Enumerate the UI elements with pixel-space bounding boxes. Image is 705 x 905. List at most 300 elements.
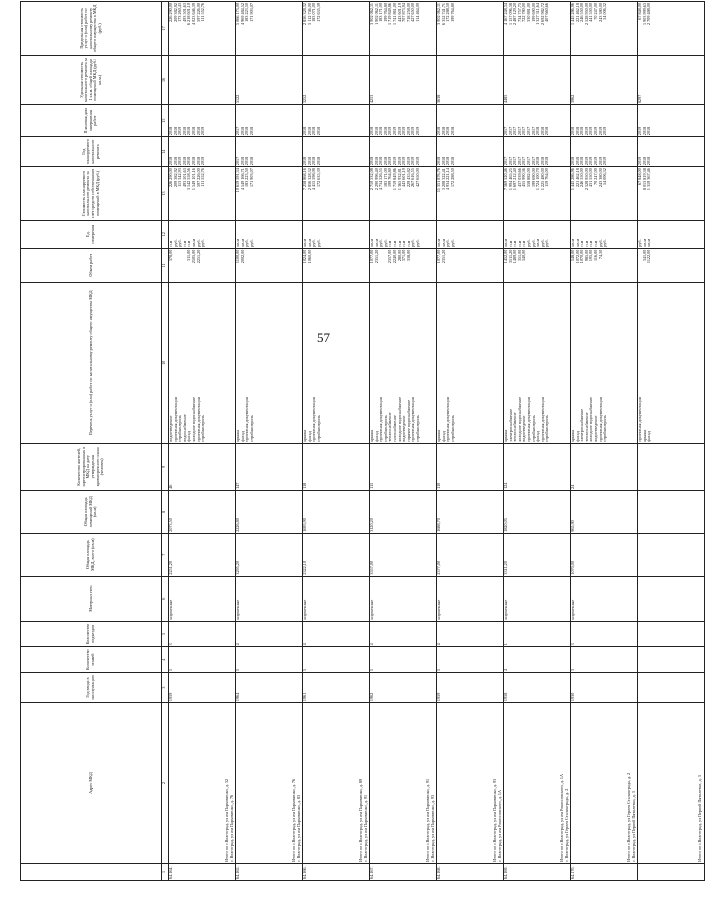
entrances-cell: 3: [169, 621, 236, 647]
limit-cost-cell-line: 199 764,80: [382, 3, 388, 22]
works-cell-line: водоотведение: [168, 415, 173, 442]
limit-cost-cell-line: 4 969 484,52: [239, 3, 245, 25]
unit-cell-line: п.м: [181, 240, 187, 247]
entrances-cell: [638, 621, 705, 647]
works-cell-line: фасад: [239, 431, 245, 442]
repair-year-cell-line: 2019: [597, 156, 603, 166]
repair-plan-table: [20, 1, 705, 881]
limit-cost-cell: [504, 2, 571, 56]
cost-cell-line: 597 226,00: [195, 168, 201, 188]
limit-cost-cell-line: 183 171,00: [378, 3, 384, 22]
repair-year-cell: [571, 137, 638, 167]
works-cell-line: холодное водоснабжение: [516, 396, 522, 442]
unit-cell-line: руб.: [311, 239, 317, 247]
repair-year-cell: [638, 137, 705, 167]
residents-cell: 110: [437, 443, 504, 490]
column-number: 5: [162, 621, 169, 647]
works-cell-line: проектная документация: [244, 397, 250, 442]
address-total-label: Итого по г.Волгоград, ул им Пархоменко, д. 93: [491, 778, 497, 862]
repair-year-cell-line: 2018: [373, 156, 379, 166]
repair-year-cell-line: 2018: [248, 156, 254, 166]
works-cell-line: холодное водоснабжение: [190, 396, 196, 442]
column-number: 17: [162, 2, 169, 56]
works-cell-line: проектная документация: [539, 397, 545, 442]
end-date-cell-line: 2018: [369, 126, 374, 136]
row-number: 64.168.: [437, 863, 504, 880]
unit-cell-line: п.м: [401, 240, 407, 247]
header-works: Перечень услуг и (или) работ по капитальному ремонту общего имущества МКД: [21, 282, 162, 443]
works-cell: [638, 282, 705, 443]
repair-year-cell-line: 2019: [391, 156, 397, 166]
cost-cell-line: 172 635,39: [315, 168, 321, 188]
works-cell-line: фасад: [440, 431, 446, 442]
unit-cell-line: кв.м: [440, 238, 446, 247]
material-cell: кирпичные: [504, 576, 571, 621]
cost-cell-line: 183 171,00: [382, 168, 388, 188]
table-row: [370, 2, 437, 881]
address-cell: [236, 703, 303, 864]
cost-cell-line: 2 710 532,08: [369, 168, 374, 191]
end-date-cell: [571, 105, 638, 137]
limit-cost-cell-line: 1 741 861,00: [391, 3, 397, 25]
limit-cost-cell-line: 1 719 849,86: [387, 3, 393, 25]
repair-year-cell-line: 2018: [440, 156, 446, 166]
end-date-cell-line: 2019: [387, 126, 393, 136]
works-cell-line: стройконтроль: [449, 415, 455, 442]
unit-cell-line: п.м: [512, 240, 518, 247]
cost-cell-line: 1 697 212,40: [512, 168, 518, 191]
residents-cell: 118: [303, 443, 370, 490]
repair-year-cell-line: 2018: [574, 156, 580, 166]
repair-year-cell-line: 2018: [195, 156, 201, 166]
end-date-cell: [638, 105, 705, 137]
unit-cell-line: п.м: [588, 240, 594, 247]
works-cell: [370, 282, 437, 443]
total-area-cell: 1070,00: [571, 533, 638, 576]
volume-cell-line: 1077,00: [369, 249, 374, 264]
cost-cell-line: 431 550,00: [588, 168, 594, 188]
unit-cell-line: руб.: [244, 239, 250, 247]
volume-cell-line: 338,00: [405, 249, 411, 262]
column-number: 16: [162, 55, 169, 104]
cost-cell-line: 1 724 100,70: [535, 168, 541, 191]
material-cell: кирпичные: [236, 576, 303, 621]
material-cell: кирпичные: [370, 576, 437, 621]
entrances-cell: 4: [236, 621, 303, 647]
floors-cell: 5: [303, 647, 370, 673]
works-cell-line: фасад: [535, 431, 541, 442]
works-cell-line: водоснабжение: [181, 414, 187, 442]
end-date-cell-line: 2017: [503, 126, 508, 136]
volume-cell-line: 74,50: [597, 249, 603, 260]
row-number: [638, 863, 705, 880]
end-date-cell-line: 2017: [521, 126, 527, 136]
total-area-cell: 2377,00: [437, 533, 504, 576]
year-cell: 1964: [236, 673, 303, 703]
address-label: г. Волгоград, ул им Рокоссовского, д. 1А: [497, 789, 503, 862]
end-date-cell-line: 2019: [410, 126, 416, 136]
end-date-cell-line: 2018: [382, 126, 388, 136]
volume-cell-line: 3511,20: [507, 249, 513, 264]
volume-cell-line: 2351,20: [440, 249, 446, 264]
repair-year-cell-line: 2017: [507, 156, 513, 166]
year-cell: 1959: [437, 673, 504, 703]
floors-cell: 5: [437, 647, 504, 673]
unit-cost-cell: 3638: [437, 55, 504, 104]
works-cell-line: проектная документация: [597, 397, 603, 442]
header-material: Материал стен: [21, 576, 162, 621]
cost-cell-line: 1 994 465,25: [507, 168, 513, 191]
column-number: 10: [162, 282, 169, 443]
cost-cell-line: 171 903,07: [248, 168, 254, 188]
works-cell-line: проектная документация: [311, 397, 317, 442]
unit-cell-line: руб.: [382, 239, 388, 247]
works-cell: [437, 282, 504, 443]
end-date-cell-line: 2018: [535, 126, 541, 136]
cost-cell-line: 8 013 819,38: [641, 168, 647, 191]
unit-cell-line: руб.: [602, 239, 608, 247]
table-row: [504, 2, 571, 881]
works-cell: [169, 282, 236, 443]
unit-cell-line: п.м: [405, 240, 411, 247]
row-number: 64.166.: [303, 863, 370, 880]
residents-cell: 147: [236, 443, 303, 490]
repair-year-cell-line: 2019: [583, 156, 589, 166]
repair-year-cell-line: 2018: [436, 156, 441, 166]
limit-cost-cell-line: 221 462,18: [574, 3, 580, 22]
repair-year-cell-line: 2018: [239, 156, 245, 166]
volume-cell-line: 1452,00: [503, 249, 508, 264]
unit-cell: [303, 220, 370, 248]
limit-cost-cell-line: 2 709 488,00: [646, 3, 652, 25]
limit-cost-cell-line: 172 635,39: [315, 3, 321, 22]
repair-year-cell-line: 2018: [570, 156, 575, 166]
end-date-cell-line: 2019: [637, 126, 642, 136]
volume-cell: [504, 248, 571, 282]
address-label: г. Волгоград, ул им Пархоменко, д. 76: [229, 794, 235, 862]
unit-cell-line: кв.м: [373, 238, 379, 247]
unit-cell-line: п.м: [579, 240, 585, 247]
address-label: г. Волгоград, ул Героев Сталинграда, д. 2: [564, 788, 570, 862]
unit-cell-line: руб.: [525, 239, 531, 247]
works-cell-line: фасад: [186, 431, 192, 442]
limit-cost-cell-line: 1 902 062,11: [373, 3, 379, 25]
repair-year-cell-line: 2017: [530, 156, 536, 166]
residents-cell: 24: [571, 443, 638, 490]
end-date-cell-line: 2018: [445, 126, 451, 136]
repair-year-cell-line: 2018: [369, 156, 374, 166]
cost-cell-line: 243 380,00: [597, 168, 603, 188]
repair-year-cell-line: 2018: [186, 156, 192, 166]
repair-year-cell-line: 2018: [641, 156, 647, 166]
repair-year-cell-line: 2019: [401, 156, 407, 166]
unit-cell-line: руб.: [172, 239, 178, 247]
cost-cell-line: 1 719 849,86: [391, 168, 397, 191]
volume-cell-line: 985,00: [583, 249, 589, 262]
volume-cell-line: 2357,00: [387, 249, 393, 264]
header-total-area: Общая площадь МКД, всего (кв.м): [21, 533, 162, 576]
table-row: [303, 2, 370, 881]
limit-cost-cell-line: 493 501,63: [181, 3, 187, 22]
column-number: 2: [162, 703, 169, 864]
works-cell-line: фасад: [306, 431, 312, 442]
volume-cell: [370, 248, 437, 282]
limit-cost-cell-line: 183 071,00: [311, 3, 317, 22]
repair-year-cell-line: 2019: [637, 156, 642, 166]
residents-cell: 115: [370, 443, 437, 490]
end-date-cell: [236, 105, 303, 137]
repair-year-cell-line: 2018: [302, 156, 307, 166]
volume-cell-line: 1077,00: [436, 249, 441, 264]
repair-year-cell-line: 2018: [306, 156, 312, 166]
volume-cell-line: 116,00: [592, 249, 598, 262]
end-date-cell: [437, 105, 504, 137]
cost-cell-line: 111 552,76: [200, 168, 206, 187]
unit-cost-cell: 8297: [638, 55, 705, 104]
end-date-cell: [370, 105, 437, 137]
limit-cost-cell-line: 54 006,32: [602, 3, 608, 20]
limit-cost-cell: [303, 2, 370, 56]
column-number: 7: [162, 533, 169, 576]
entrances-cell: 4: [303, 621, 370, 647]
row-number: 64.165.: [236, 863, 303, 880]
end-date-cell-line: 2018: [539, 126, 545, 136]
limit-cost-cell-line: 441 550,00: [588, 3, 594, 22]
unit-cell: [504, 220, 571, 248]
material-cell: кирпичные: [571, 576, 638, 621]
limit-cost-cell-line: 6 352 741,71: [440, 3, 446, 25]
address-cell: [370, 703, 437, 864]
works-cell-line: водоотведение: [592, 415, 598, 442]
works-cell-line: холодное водоснабжение: [588, 396, 594, 442]
repair-year-cell-line: 2019: [592, 156, 598, 166]
repair-year-cell-line: 2019: [387, 156, 393, 166]
unit-cell-line: руб.: [637, 239, 642, 247]
volume-cell-line: [603, 250, 608, 281]
column-number: 12: [162, 220, 169, 248]
end-date-cell-line: 2018: [172, 126, 178, 136]
cost-cell: [236, 167, 303, 221]
repair-year-cell-line: 2019: [405, 156, 411, 166]
works-cell-line: электроснабжение: [579, 408, 585, 442]
works-cell-line: фасад: [646, 431, 652, 442]
header-unit: Ед. измерения: [21, 220, 162, 248]
column-number: 15: [162, 105, 169, 137]
works-cell-line: стройконтроль: [544, 415, 550, 442]
works-cell-line: проектная документация: [525, 397, 531, 442]
residents-cell: 46: [169, 443, 236, 490]
cost-cell: [303, 167, 370, 221]
end-date-cell-line: 2019: [391, 126, 397, 136]
volume-cell-line: [451, 250, 456, 281]
end-date-cell: [303, 105, 370, 137]
works-cell-line: проектная документация: [637, 397, 642, 442]
limit-cost-cell-line: 1 903 999,63: [641, 3, 647, 25]
works-cell-line: холодное водоснабжение: [396, 396, 402, 442]
works-cell-line: теплоснабжение: [512, 412, 518, 442]
repair-year-cell: [303, 137, 370, 167]
cost-cell-line: 4 415 598,08: [311, 168, 317, 191]
column-number: 8: [162, 490, 169, 533]
unit-cell-line: руб.: [177, 239, 183, 247]
header-year: Год ввода в эксплуатацию: [21, 673, 162, 703]
end-date-cell-line: 2019: [177, 126, 183, 136]
header-row: [21, 2, 162, 881]
works-cell-line: стройконтроль: [315, 415, 321, 442]
end-date-cell-line: 2018: [239, 126, 245, 136]
address-label: г. Волгоград, ул им Пархоменко, д. 91: [363, 794, 369, 862]
end-date-cell-line: 2018: [641, 126, 647, 136]
unit-cell-line: п.м: [391, 240, 397, 247]
unit-cell-line: руб.: [315, 239, 321, 247]
volume-cell-line: 378,00: [168, 249, 173, 262]
limit-cost-cell-line: 4 167 248,34: [503, 3, 508, 25]
volume-cell: [571, 248, 638, 282]
entrances-cell: 4: [370, 621, 437, 647]
floors-cell: 3: [571, 647, 638, 673]
cost-cell-line: 2 856 328,32: [306, 168, 312, 191]
volume-cell: [437, 248, 504, 282]
unit-cell-line: п.м: [592, 240, 598, 247]
limit-cost-cell-line: 407 660,66: [544, 3, 550, 22]
limit-cost-cell: [437, 2, 504, 56]
unit-cell-line: п.м: [387, 240, 393, 247]
year-cell: 1930: [571, 673, 638, 703]
repair-year-cell-line: 2018: [535, 156, 541, 166]
header-unit-cost: Удельная стоимость капитального ремонта за 1 кв.м. общей площади помещений МКД (руб./кв.м.): [21, 55, 162, 104]
volume-cell-line: 2002,00: [239, 249, 245, 264]
column-number: 6: [162, 576, 169, 621]
volume-cell-line: 1122,00: [646, 249, 652, 264]
entrances-cell: 1: [504, 621, 571, 647]
end-date-cell-line: 2018: [302, 126, 307, 136]
cost-cell-line: 1 445 286,96: [570, 168, 575, 191]
unit-cell-line: руб.: [200, 239, 206, 247]
cost-cell-line: 4 734 526,55: [378, 168, 384, 191]
limit-cost-cell-line: 246 550,00: [579, 3, 585, 22]
address-cell: [638, 703, 705, 864]
volume-cell-line: 340,00: [521, 249, 527, 262]
unit-cell-line: п.м: [396, 240, 402, 247]
end-date-cell-line: 2017: [516, 126, 522, 136]
cost-cell-line: 172 288,50: [449, 168, 455, 188]
limit-cost-cell-line: 173 260,43: [177, 3, 183, 22]
cost-cell: [370, 167, 437, 221]
cost-cell-line: 183 223,50: [244, 168, 250, 188]
volume-cell-line: 548,00: [570, 249, 575, 262]
end-date-cell-line: 2018: [449, 126, 455, 136]
cost-cell-line: 3 142 558,56: [186, 168, 192, 191]
end-date-cell-line: 2017: [512, 126, 518, 136]
repair-year-cell-line: 2017: [503, 156, 508, 166]
limit-cost-cell-line: 3 902 062,11: [436, 3, 441, 25]
repair-year-cell-line: 2019: [200, 156, 206, 166]
end-date-cell-line: 2019: [583, 126, 589, 136]
volume-cell-line: [317, 250, 322, 281]
limit-cost-cell-line: 2 856 328,32: [302, 3, 307, 25]
unit-cell-line: руб.: [195, 239, 201, 247]
year-cell: 1958: [504, 673, 571, 703]
cost-cell-line: 70 247,00: [592, 168, 598, 185]
limit-cost-cell-line: 3 902 062,11: [369, 3, 374, 25]
repair-year-cell-line: 2018: [244, 156, 250, 166]
living-area-cell: 1688,70: [437, 490, 504, 533]
limit-cost-cell-line: 722 780,00: [521, 3, 527, 22]
repair-year-cell-line: 2018: [315, 156, 321, 166]
unit-cell-line: руб.: [445, 239, 451, 247]
cost-cell: [571, 167, 638, 221]
address-cell: [504, 703, 571, 864]
address-total-label: Итого по г.Волгоград, ул им Пархоменко, д. 89: [357, 778, 363, 862]
table-row: [437, 2, 504, 881]
end-date-cell-line: 2018: [315, 126, 321, 136]
limit-cost-cell-line: 172 288,50: [445, 3, 451, 22]
end-date-cell-line: 2018: [570, 126, 575, 136]
unit-cell-line: кв.м: [302, 238, 307, 247]
repair-year-cell-line: 2017: [235, 156, 240, 166]
repair-year-cell-line: 2018: [168, 156, 173, 166]
unit-cell-line: руб.: [378, 239, 384, 247]
living-area-cell: 2073,50: [169, 490, 236, 533]
works-cell-line: стройконтроль: [177, 415, 183, 442]
address-cell: [303, 703, 370, 864]
end-date-cell-line: 2018: [311, 126, 317, 136]
repair-year-cell-line: 2018: [172, 156, 178, 166]
material-cell: кирпичные: [303, 576, 370, 621]
repair-year-cell: [437, 137, 504, 167]
repair-year-cell-line: 2018: [539, 156, 545, 166]
cost-cell-line: 209 382,92: [172, 168, 178, 188]
repair-year-cell-line: 2018: [378, 156, 384, 166]
unit-cost-cell: 5122: [236, 55, 303, 104]
residents-cell: 124: [504, 443, 571, 490]
material-cell: [638, 576, 705, 621]
unit-cost-cell: 4485: [504, 55, 571, 104]
repair-year-cell: [370, 137, 437, 167]
unit-cell-line: кв.м: [641, 238, 647, 247]
unit-cost-cell: [169, 55, 236, 104]
end-date-cell-line: 2019: [200, 126, 206, 136]
end-date-cell-line: 2018: [579, 126, 585, 136]
repair-year-cell: [169, 137, 236, 167]
works-cell-line: горячее водоснабжение: [405, 399, 411, 442]
cost-cell-line: 1 319 367,46: [646, 168, 652, 191]
column-number: 14: [162, 137, 169, 167]
end-date-cell-line: 2019: [401, 126, 407, 136]
repair-year-cell-line: 2019: [396, 156, 402, 166]
works-cell-line: крыша: [369, 429, 374, 442]
cost-cell-line: 7 258 868,16: [302, 168, 307, 191]
works-cell-line: крыша: [570, 429, 575, 442]
unit-cell-line: кв.м: [235, 238, 240, 247]
header-living-area: Общая площадь помещений МКД (кв.м): [21, 490, 162, 533]
year-cell: 1962: [370, 673, 437, 703]
volume-cell-line: 2251,20: [195, 249, 201, 264]
limit-cost-cell: [638, 2, 705, 56]
unit-cell-line: кв.м: [190, 238, 196, 247]
total-area-cell: 3311,20: [504, 533, 571, 576]
unit-cost-cell: 4253: [370, 55, 437, 104]
column-number: 9: [162, 443, 169, 490]
cost-cell-line: 113 342,93: [177, 168, 183, 187]
end-date-cell-line: 2017: [235, 126, 240, 136]
repair-year-cell-line: 2018: [449, 156, 455, 166]
volume-cell-line: [201, 250, 206, 281]
living-area-cell: [638, 490, 705, 533]
floors-cell: 5: [370, 647, 437, 673]
works-cell-line: стройконтроль: [530, 415, 536, 442]
header-no-cell: [21, 863, 162, 880]
